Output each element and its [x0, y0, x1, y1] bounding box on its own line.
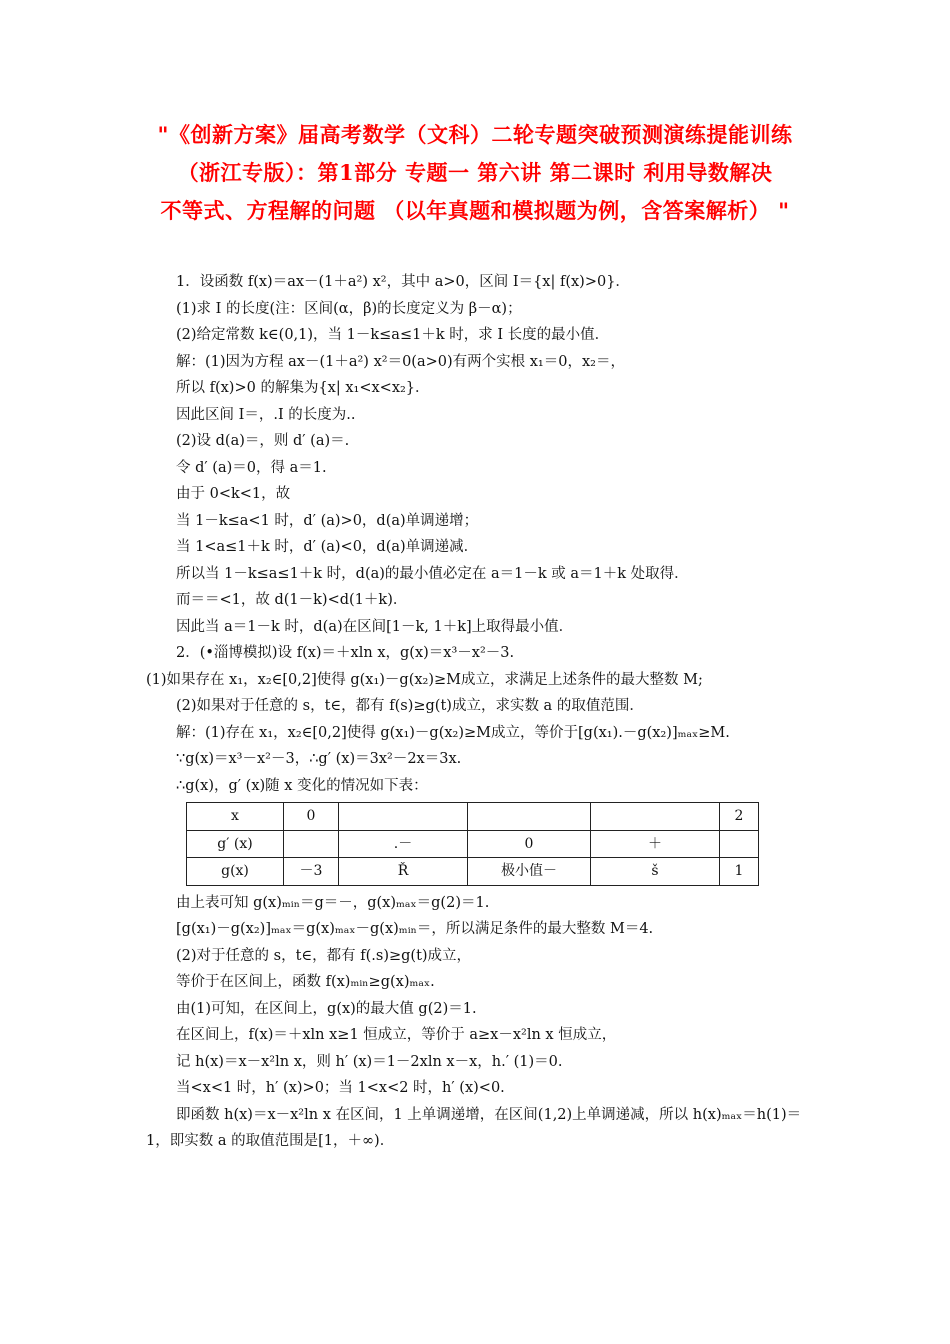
table-cell: š	[591, 858, 720, 886]
text-line: 解：(1)存在 x₁，x₂∈[0,2]使得 g(x₁)－g(x₂)≥M成立，等价于[g(x₁).－g(x₂)]ₘₐₓ≥M.	[176, 724, 730, 741]
text-line: 所以当 1－k≤a≤1＋k 时，d(a)的最小值必定在 a＝1－k 或 a＝1＋k 处取得．	[176, 565, 689, 582]
text-line: 由于 0<k<1，故	[176, 486, 291, 502]
text-line: (2)设 d(a)＝，则 d′ (a)＝.	[176, 433, 350, 449]
text-line: 在区间上，f(x)＝＋xln x≥1 恒成立，等价于 a≥x－x²ln x 恒成立，	[176, 1027, 617, 1043]
text-line-wrapped	[146, 1102, 810, 1155]
table-cell	[468, 803, 591, 831]
text-line: 由上表可知 g(x)ₘᵢₙ＝g＝－，g(x)ₘₐₓ＝g(2)＝1.	[176, 894, 490, 911]
title-line-2: （浙江专版）：第1部分 专题一 第六讲 第二课时 利用导数解决	[177, 160, 773, 185]
text-line: ∵g(x)＝x³－x²－3，∴g′ (x)＝3x²－2x＝3x.	[176, 751, 462, 767]
table-cell: －3	[284, 858, 339, 886]
text-line: (2)对于任意的 s，t∈，都有 f(.s)≥g(t)成立，	[176, 947, 472, 964]
text-line: 由(1)可知，在区间上，g(x)的最大值 g(2)＝1.	[176, 1000, 477, 1017]
text-line: (1)求 I 的长度(注：区间(α，β)的长度定义为 β－α)；	[176, 300, 522, 317]
text-line: ∴g(x)，g′ (x)随 x 变化的情况如下表：	[176, 777, 428, 794]
table-cell: Ř	[339, 858, 468, 886]
title-line-3: 不等式、方程解的问题 （以年真题和模拟题为例，含答案解析） "	[160, 198, 790, 223]
table-row	[187, 803, 759, 831]
text-line: 当<x<1 时，h′ (x)>0；当 1<x<2 时，h′ (x)<0.	[176, 1080, 505, 1096]
table-cell	[591, 803, 720, 831]
table-cell: g(x)	[187, 858, 284, 886]
table-cell	[720, 830, 759, 858]
text-line-wrapped	[116, 667, 810, 694]
title-line-1: "《创新方案》届高考数学（文科）二轮专题突破预测演练提能训练	[157, 122, 793, 147]
text-line: 而＝＝<1，故 d(1－k)<d(1＋k)．	[176, 592, 408, 608]
document-body	[146, 269, 810, 1155]
variation-table	[186, 802, 759, 886]
text-line: 解：(1)因为方程 ax－(1＋a²) x²＝0(a>0)有两个实根 x₁＝0，x₂＝，	[176, 353, 625, 370]
text-line: 记 h(x)＝x－x²ln x，则 h′ (x)＝1－2xln x－x，h.′ (1)＝0.	[176, 1053, 563, 1070]
table-cell: .－	[339, 830, 468, 858]
table-cell	[339, 803, 468, 831]
text-line: 等价于在区间上，函数 f(x)ₘᵢₙ≥g(x)ₘₐₓ.	[176, 974, 435, 990]
text-line: (2)给定常数 k∈(0,1)，当 1－k≤a≤1＋k 时，求 I 长度的最小值．	[176, 327, 610, 343]
problem-2-statement: 2．(•淄博模拟)设 f(x)＝＋xln x，g(x)＝x³－x²－3.	[176, 645, 515, 661]
text-line: 令 d′ (a)＝0，得 a＝1.	[176, 459, 327, 476]
text-line: (2)如果对于任意的 s，t∈，都有 f(s)≥g(t)成立，求实数 a 的取值范围．	[176, 698, 644, 714]
text-span: (1)如果存在 x₁，x₂∈[0,2]使得 g(x₁)－g(x₂)≥M成立，求满足上述条件的最大整数 M;	[146, 671, 703, 688]
text-line: 所以 f(x)>0 的解集为{x| x₁<x<x₂}．	[176, 380, 430, 396]
table-row	[187, 858, 759, 886]
text-line: 因此区间 I＝，.I 的长度为..	[176, 406, 356, 423]
table-row	[187, 830, 759, 858]
text-line: 当 1<a≤1＋k 时，d′ (a)<0，d(a)单调递减．	[176, 539, 479, 555]
text-line: 因此当 a＝1－k 时，d(a)在区间[1－k, 1＋k]上取得最小值．	[176, 618, 574, 635]
table-cell: 1	[720, 858, 759, 886]
table-cell: 极小值－	[468, 858, 591, 886]
table-cell	[284, 830, 339, 858]
document-title	[130, 116, 820, 230]
table-cell: x	[187, 803, 284, 831]
table-cell: 0	[284, 803, 339, 831]
text-span: 即函数 h(x)＝x－x²ln x 在区间，1 上单调递增，在区间(1,2)上单调递减，所以 h(x)ₘₐₓ＝h(1)＝1，即实数 a 的取值范围是[1，＋∞)．	[146, 1106, 802, 1149]
text-line: 当 1－k≤a<1 时，d′ (a)>0，d(a)单调递增；	[176, 512, 479, 529]
table-cell: ＋	[591, 830, 720, 858]
problem-1-statement: 1．设函数 f(x)＝ax－(1＋a²) x²，其中 a>0，区间 I＝{x| f(x)>0}．	[176, 274, 630, 290]
table-cell: g′ (x)	[187, 830, 284, 858]
table-cell: 2	[720, 803, 759, 831]
text-line: [g(x₁)－g(x₂)]ₘₐₓ＝g(x)ₘₐₓ－g(x)ₘᵢₙ＝，所以满足条件的最大整数 M＝4.	[176, 921, 654, 937]
table-cell: 0	[468, 830, 591, 858]
